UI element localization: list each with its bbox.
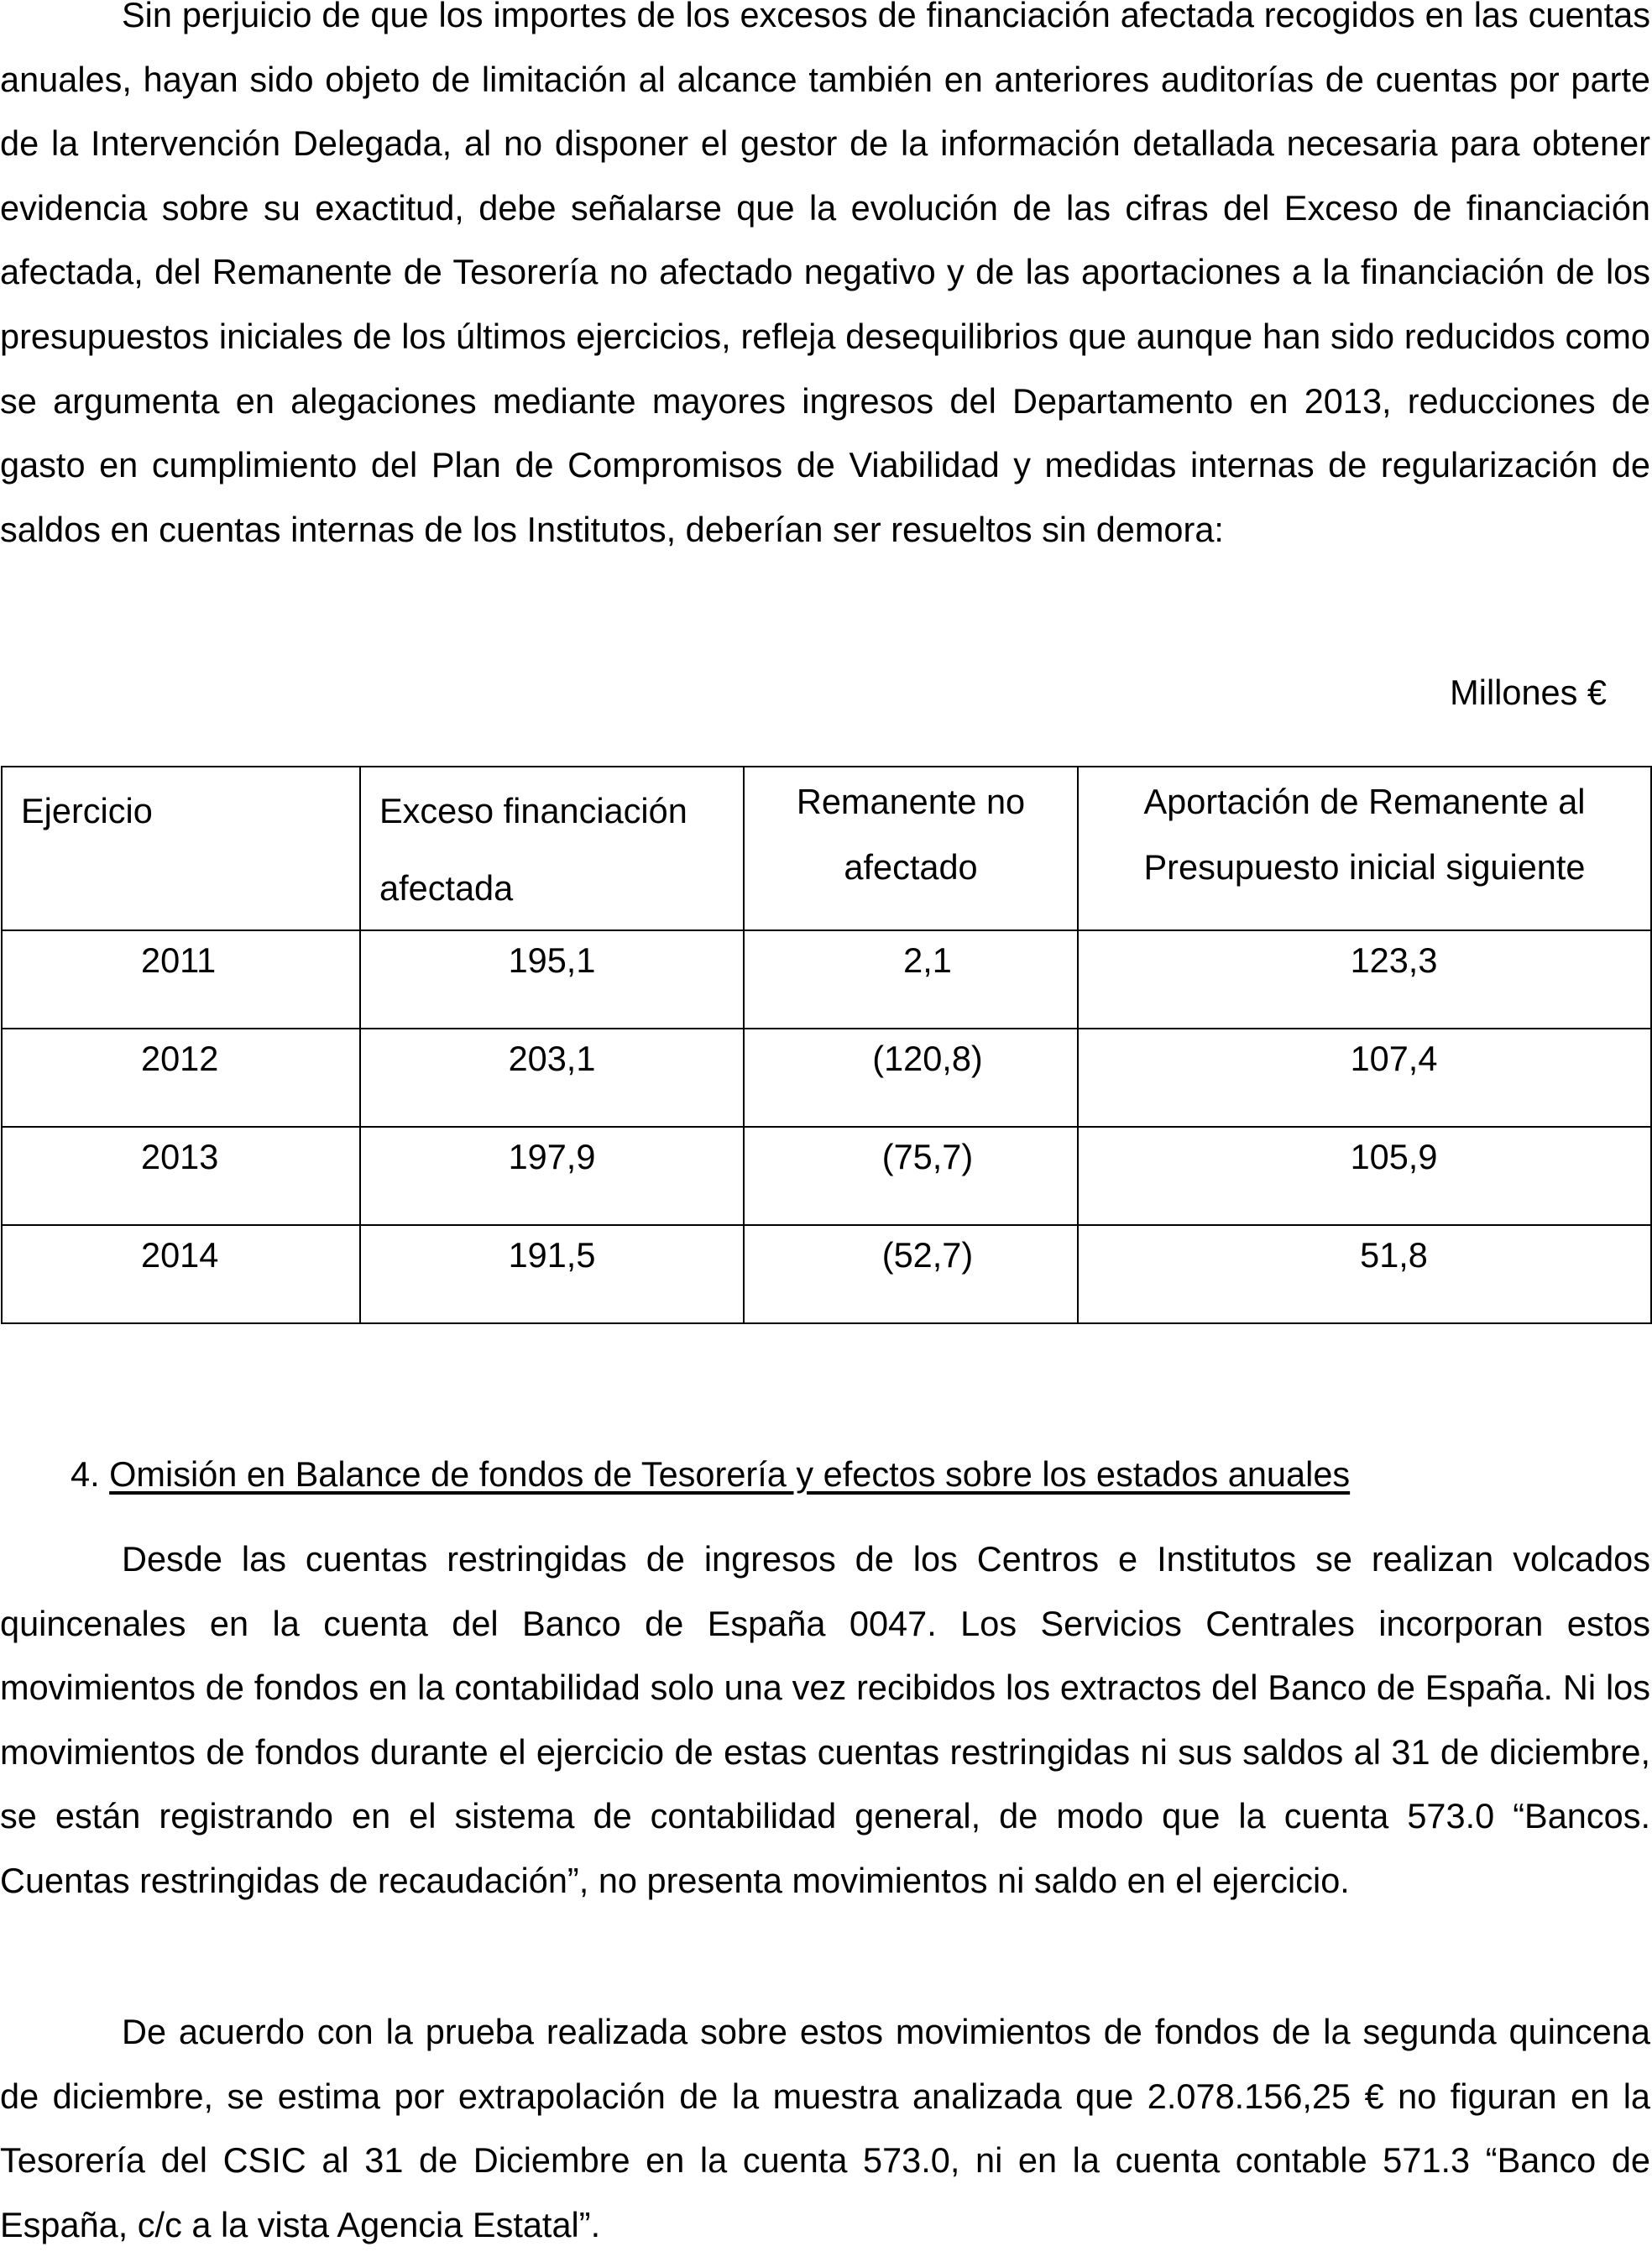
cell-remanente: (75,7) xyxy=(744,1127,1078,1225)
header-exceso: Exceso financiación afectada xyxy=(360,767,744,930)
header-remanente: Remanente no afectado xyxy=(744,767,1078,930)
header-ejercicio: Ejercicio xyxy=(2,767,360,930)
cell-aportacion: 107,4 xyxy=(1078,1029,1651,1127)
cell-exceso: 203,1 xyxy=(360,1029,744,1127)
cell-year: 2011 xyxy=(2,930,360,1029)
cell-exceso: 197,9 xyxy=(360,1127,744,1225)
cell-aportacion: 51,8 xyxy=(1078,1225,1651,1323)
cell-aportacion: 123,3 xyxy=(1078,930,1651,1029)
intro-paragraph: Sin perjuicio de que los importes de los excesos de financiación afectada recogidos en las cuentas anuales, hayan sido objeto de limitación al alcance también en anteriores auditorías de cuentas por parte de la Intervención Delegada, al no disponer el gestor de la información detallada necesaria para obtener evidencia sobre su exactitud, debe señalarse que la evolución de las cifras del Exceso de financiación afectada, del Remanente de Tesorería no afectado negativo y de las aportaciones a la financiación de los presupuestos iniciales de los últimos ejercicios, refleja desequilibrios que aunque han sido reducidos como se argumenta en alegaciones mediante mayores ingresos del Departamento en 2013, reducciones de gasto en cumplimiento del Plan de Compromisos de Viabilidad y medidas internas de regularización de saldos en cuentas internas de los Institutos, deberían ser resueltos sin demora: xyxy=(0,0,1650,549)
section4-paragraph-1: Desde las cuentas restringidas de ingresos de los Centros e Institutos se realizan volcados quincenales en la cuenta del Banco de España 0047. Los Servicios Centrales incorporan estos movimientos de fondos en la contabilidad solo una vez recibidos los extractos del Banco de España. Ni los movimientos de fondos durante el ejercicio de estas cuentas restringidas ni sus saldos al 31 de diciembre, se están registrando en el sistema de contabilidad general, de modo que la cuenta 573.0 “Bancos. Cuentas restringidas de recaudación”, no presenta movimientos ni saldo en el ejercicio. xyxy=(0,1539,1650,1900)
cell-remanente: (120,8) xyxy=(744,1029,1078,1127)
cell-remanente: 2,1 xyxy=(744,930,1078,1029)
table-row xyxy=(2,930,1651,1029)
cell-year: 2014 xyxy=(2,1225,360,1323)
cell-year: 2013 xyxy=(2,1127,360,1225)
cell-remanente: (52,7) xyxy=(744,1225,1078,1323)
financial-table xyxy=(1,766,1652,1324)
cell-year: 2012 xyxy=(2,1029,360,1127)
table-row xyxy=(2,1225,1651,1323)
table-header-row xyxy=(2,767,1651,930)
cell-aportacion: 105,9 xyxy=(1078,1127,1651,1225)
cell-exceso: 191,5 xyxy=(360,1225,744,1323)
section4-paragraph-2: De acuerdo con la prueba realizada sobre estos movimientos de fondos de la segunda quincena de diciembre, se estima por extrapolación de la muestra analizada que 2.078.156,25 € no figuran en la Tesorería del CSIC al 31 de Diciembre en la cuenta 573.0, ni en la cuenta contable 571.3 “Banco de España, c/c a la vista Agencia Estatal”. xyxy=(0,2012,1650,2244)
section-title: Omisión en Balance de fondos de Tesorería y efectos sobre los estados anuales xyxy=(109,1454,1351,1494)
cell-exceso: 195,1 xyxy=(360,930,744,1029)
header-aportacion: Aportación de Remanente al Presupuesto inicial siguiente xyxy=(1078,767,1651,930)
section-heading xyxy=(71,1443,1350,1506)
table-row xyxy=(2,1127,1651,1225)
section-number: 4. xyxy=(71,1454,100,1494)
table-row xyxy=(2,1029,1651,1127)
units-label: Millones € xyxy=(1450,673,1607,712)
